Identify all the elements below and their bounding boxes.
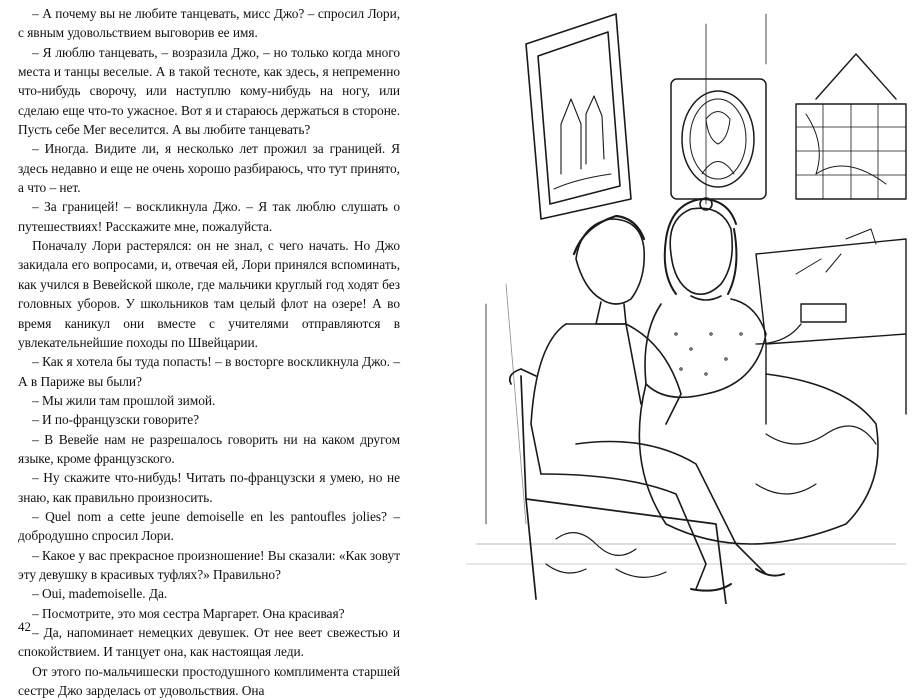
paragraph-2: – Я люблю танцевать, – возразила Джо, – но только когда много места и танцы веселые. А в такой тесноте, как здесь, я непременно что-нибудь сворочу, или наступлю кому-нибудь на ногу, или сделаю еще что-то ужасное. Вот я и стараюсь держаться в стороне. Пусть себе Мег веселится. А вы любите танцевать? [18, 44, 400, 138]
bench [510, 369, 726, 604]
paragraph-14: – Посмотрите, это моя сестра Маргарет. Она красивая? [32, 605, 345, 621]
paragraph-3: – Иногда. Видите ли, я несколько лет прожил за границей. Я здесь недавно и еще не очень хорошо разбираюсь, что тут принято, а что – нет. [18, 141, 400, 196]
writing-desk [756, 229, 906, 424]
hanging-map [796, 54, 906, 199]
paragraph-16: От этого по-мальчишески простодушного комплимента старшей сестре Джо зарделась от удовольствия. Она [18, 663, 400, 699]
illustration [466, 4, 916, 604]
drawing-icon [466, 4, 916, 604]
girl-figure [639, 198, 878, 544]
boy-figure [531, 216, 784, 591]
paragraph-9: – В Вевейе нам не разрешалось говорить ни на каком другом языке, кроме французского. [18, 431, 400, 466]
paragraph-11: – Quel nom a cette jeune demoiselle en les pantoufles jolies? – добродушно спросил Лори. [18, 508, 400, 544]
paragraph-7: – Мы жили там прошлой зимой. [32, 392, 216, 408]
paragraph-8: – И по-французски говорите? [32, 412, 200, 428]
page-number: 42 [18, 619, 31, 634]
paragraph-10: – Ну скажите что-нибудь! Читать по-французски я умею, но не знаю, как правильно произносить. [18, 470, 400, 505]
oval-portrait [671, 79, 766, 199]
paragraph-13: – Oui, mademoiselle. Да. [32, 586, 168, 602]
paragraph-5: Поначалу Лори растерялся: он не знал, с чего начать. Но Джо закидала его вопросами, и, отвечая ей, Лори принялся вспоминать, как учился в Вевейской школе, где мальчики круглый год ходят без головных уборов. У школьников там целый флот на озере! А во время каникул они вместе с учителями отправляются в увлекательнейшие походы по Швейцарии. [18, 238, 400, 350]
paragraph-12: – Какое у вас прекрасное произношение! Вы сказали: «Как зовут эту девушку в красивых туфлях?» Правильно? [18, 547, 400, 582]
tilted-frame [526, 14, 631, 219]
paragraph-15: – Да, напоминает немецких девушек. От нее веет свежестью и спокойствием. И танцует она, как настоящая леди. [18, 625, 400, 660]
paragraph-6: – Как я хотела бы туда попасть! – в восторге воскликнула Джо. – А в Париже вы были? [18, 354, 400, 389]
paragraph-1: – А почему вы не любите танцевать, мисс Джо? – спросил Лори, с явным удовольствием выговорив ее имя. [18, 6, 400, 41]
text-page [18, 4, 400, 700]
paragraph-4: – За границей! – воскликнула Джо. – Я так люблю слушать о путешествиях! Расскажите мне, пожалуйста. [18, 199, 400, 234]
